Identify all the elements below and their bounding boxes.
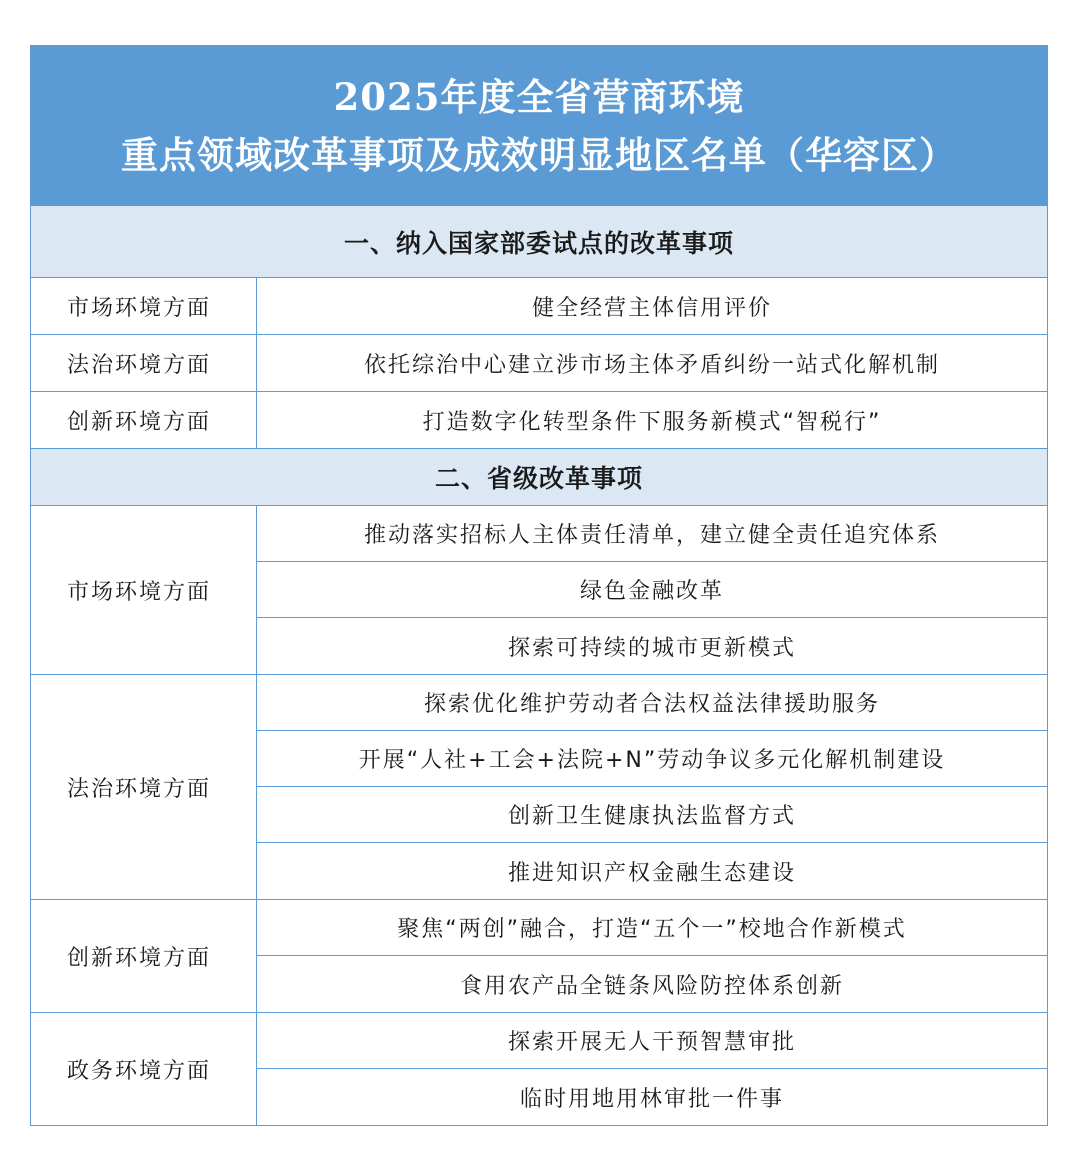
- table-row-group: [31, 900, 1047, 1013]
- reform-item: 推进知识产权金融生态建设: [507, 860, 796, 886]
- table-row-group: [31, 335, 1047, 392]
- reform-item: 探索优化维护劳动者合法权益法律援助服务: [257, 675, 1047, 731]
- reform-item: 推动落实招标人主体责任清单，建立健全责任追究体系: [257, 506, 1047, 562]
- category-cell: 法治环境方面: [31, 335, 257, 391]
- reform-item: 绿色金融改革: [257, 562, 1047, 618]
- item-list: [257, 1013, 1047, 1125]
- section-heading-provincial: 二、省级改革事项: [31, 449, 1047, 506]
- reform-list-table: [30, 45, 1048, 1126]
- reform-item: 探索开展无人干预智慧审批: [257, 1013, 1047, 1069]
- item-list: [257, 335, 1047, 391]
- item-list: [257, 506, 1047, 674]
- reform-item: 创新卫生健康执法监督方式: [257, 787, 1047, 843]
- category-cell: 创新环境方面: [31, 392, 257, 448]
- category-cell: 政务环境方面: [31, 1013, 257, 1125]
- reform-item: 依托综治中心建立涉市场主体矛盾纠纷一站式化解机制: [363, 352, 940, 378]
- item-list: [257, 278, 1047, 334]
- reform-item: 聚焦“两创”融合，打造“五个一”校地合作新模式: [257, 900, 1047, 956]
- category-cell: 创新环境方面: [31, 900, 257, 1012]
- section-heading-national: 一、纳入国家部委试点的改革事项: [31, 206, 1047, 278]
- category-cell: 市场环境方面: [31, 278, 257, 334]
- table-row-group: [31, 506, 1047, 675]
- reform-item: 探索可持续的城市更新模式: [507, 635, 796, 661]
- reform-item: 打造数字化转型条件下服务新模式“智税行”: [422, 409, 882, 435]
- title-line-1: 2025年度全省营商环境: [333, 74, 745, 119]
- item-list: [257, 675, 1047, 899]
- table-row-group: [31, 392, 1047, 449]
- reform-item: 开展“人社+工会+法院+N”劳动争议多元化解机制建设: [257, 731, 1047, 787]
- category-cell: 法治环境方面: [31, 675, 257, 899]
- item-list: [257, 392, 1047, 448]
- reform-item: 临时用地用林审批一件事: [519, 1086, 784, 1112]
- reform-item: 食用农产品全链条风险防控体系创新: [459, 973, 844, 999]
- title-line-2: 重点领域改革事项及成效明显地区名单（华容区）: [121, 132, 957, 177]
- table-row-group: [31, 278, 1047, 335]
- table-row-group: [31, 1013, 1047, 1125]
- category-cell: 市场环境方面: [31, 506, 257, 674]
- item-list: [257, 900, 1047, 1012]
- table-row-group: [31, 675, 1047, 900]
- title-banner: [31, 46, 1047, 206]
- reform-item: 健全经营主体信用评价: [531, 295, 772, 321]
